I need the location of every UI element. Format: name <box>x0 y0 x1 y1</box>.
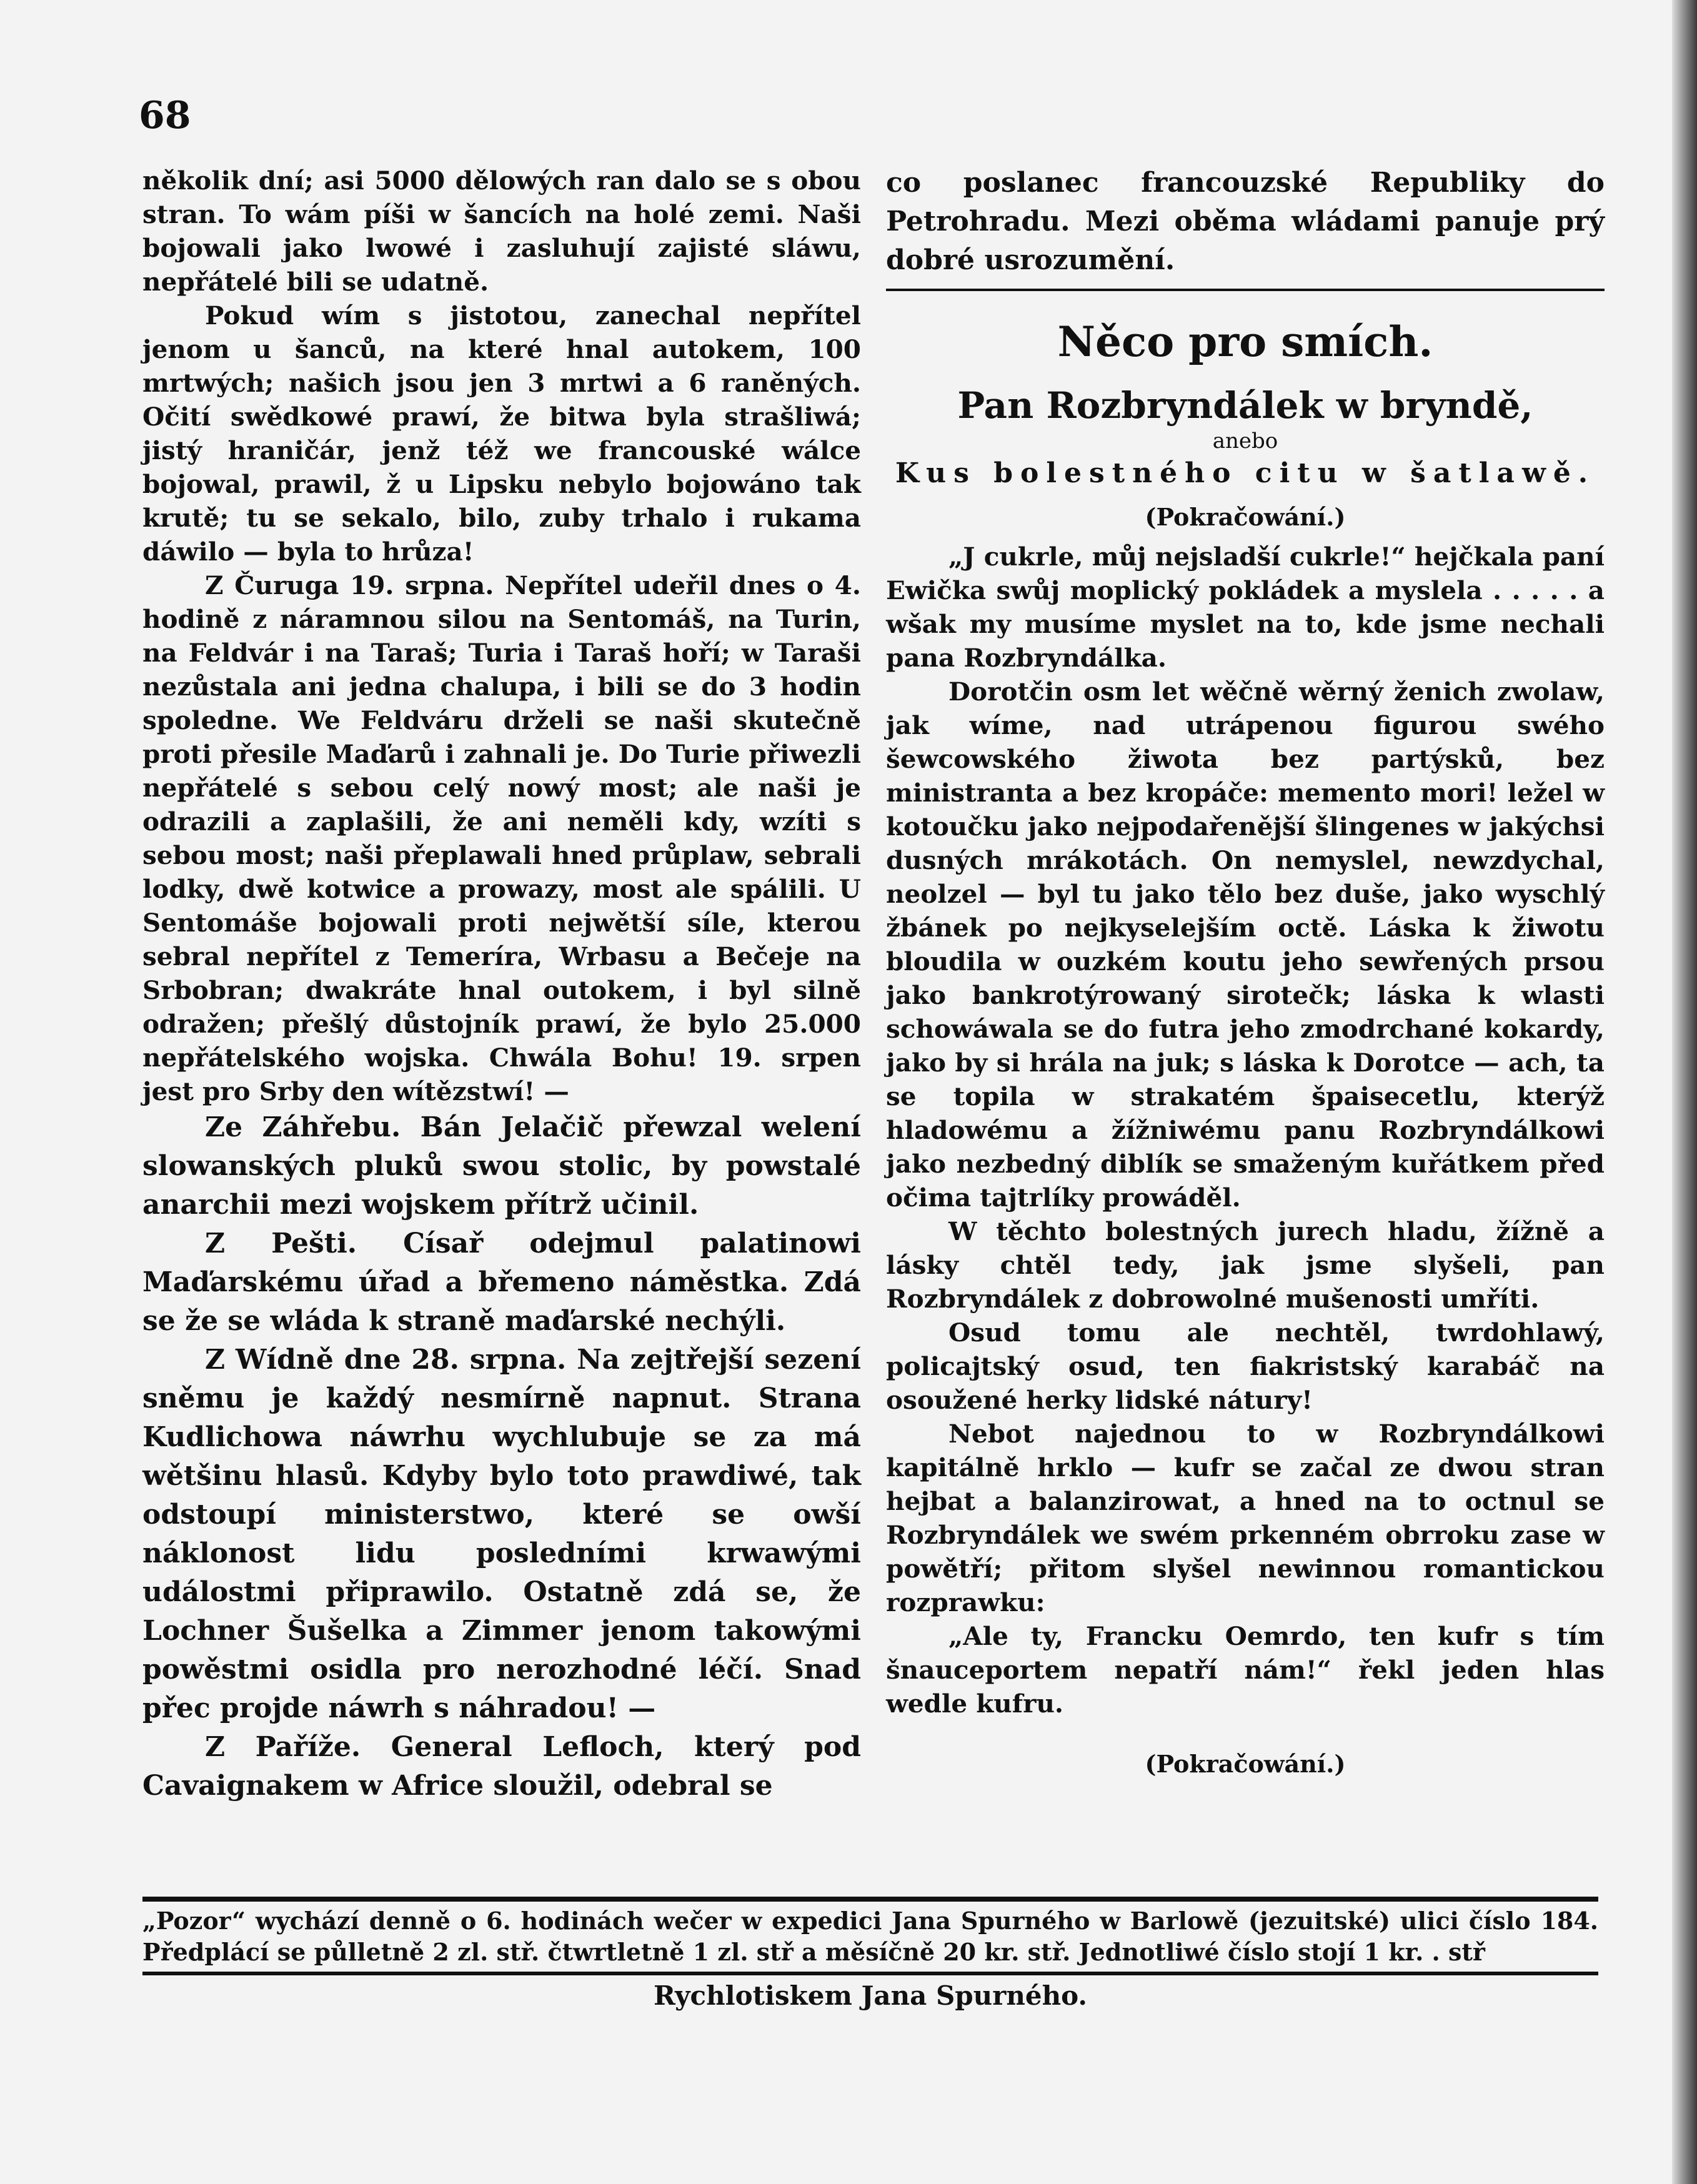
continuation-label: (Pokračowání.) <box>1145 503 1346 531</box>
left-paragraph-1: několik dní; asi 5000 dělowých ran dalo se s obou stran. To wám píši w šancích na holé zemi. Naši bojowali jako lwowé i zasluhují zajisté sláwu, nepřátelé bili se udatně. <box>142 166 861 297</box>
right-column <box>886 164 1605 1787</box>
printer-imprint: Rychlotiskem Jana Spurného. <box>653 1980 1088 2011</box>
right-continued-text: co poslanec francouzské Republiky do Petrohradu. Mezi oběma wládami panuje prý dobré usrozumění. <box>886 167 1605 276</box>
story-subtitle: Kus bolestného citu w šatlawě. <box>895 457 1596 489</box>
story-paragraph-4: Osud tomu ale nechtěl, twrdohlawý, policajtský osud, ten fiakristský karabáč na osoužené herky lidské nátury! <box>886 1318 1605 1415</box>
section-divider <box>886 289 1605 291</box>
story-or: anebo <box>1212 429 1278 454</box>
footer <box>142 1897 1598 2017</box>
left-paragraph-7: Z Paříže. General Lefloch, který pod Cavaignakem w Africe sloužil, odebral se <box>142 1731 861 1802</box>
continuation-end-label: (Pokračowání.) <box>1145 1750 1346 1778</box>
left-paragraph-5: Z Pešti. Císař odejmul palatinowi Maďarskému úřad a břemeno náměstka. Zdá se že se wláda k straně maďarské nechýli. <box>142 1228 861 1337</box>
page-edge-shadow <box>1672 0 1697 2184</box>
footer-top-rule <box>142 1897 1598 1902</box>
story-paragraph-2: Dorotčin osm let wěčně wěrný ženich zwolaw, jak wíme, nad utrápenou figurou swého šewcowského žiwota bez partýsků, bez ministranta a bez kropáče: memento mori! ležel w kotoučku jako nejpodařenější šlingenes w jakýchsi dusných mrákotách. On nemyslel, newzdychal, neolzel — byl tu jako tělo bez duše, jako wyschlý žbánek po nejkyselejším octě. Láska k žiwotu bloudila w ouzkém koutu jeho sewřených prsou jako bankrotýrowaný sirotečk; láska k wlasti schowáwala se do futra jeho zmodrchané kokardy, jako by si hrála na juk; s láska k Dorotce — ach, ta se topila w strakatém špaisecetlu, kterýž hladowému a žížniwému panu Rozbryndálkowi jako nezbedný diblík se smaženým kuřátkem před očima tajtrlíky prowáděl. <box>886 677 1605 1213</box>
story-paragraph-5: Nebot najednou to w Rozbryndálkowi kapitálně hrklo — kufr se začal ze dwou stran hejbat a balanzirowat, a hned na to octnul se Rozbryndálek we swém prkenném obrroku zase w powětří; přitom slyšel newinnou romantickou rozprawku: <box>886 1419 1605 1617</box>
left-paragraph-2: Pokud wím s jistotou, zanechal nepřítel jenom u šanců, na které hnal autokem, 100 mrtwých; našich jsou jen 3 mrtwi a 6 raněných. Očití swědkowé prawí, že bitwa byla strašliwá; jistý hraničár, jenž též we francouské wálce bojowal, prawil, ž u Lipsku nebylo bojowáno tak krutě; tu se sekalo, bilo, zuby trhalo i rukama dáwilo — byla to hrůza! <box>142 300 861 567</box>
story-paragraph-6: „Ale ty, Francku Oemrdo, ten kufr s tím šnauceportem nepatří nám!“ řekl jeden hlas wedle kufru. <box>886 1621 1605 1719</box>
story-paragraph-3: W těchto bolestných jurech hladu, žížně a lásky chtěl tedy, jak jsme slyšeli, pan Rozbryndálek z dobrowolné mušenosti umříti. <box>886 1216 1605 1314</box>
story-paragraph-1: „J cukrle, můj nejsladší cukrle!“ hejčkala paní Ewička swůj moplický pokládek a myslela . . . . . a wšak my musíme myslet na to, kde jsme nechali pana Rozbryndálka. <box>886 542 1605 673</box>
section-title: Něco pro smích. <box>1057 317 1433 366</box>
left-paragraph-3: Z Čurugа 19. srpna. Nepřítel udeřil dnes o 4. hodině z náramnou silou na Sentomáš, na Turin, na Feldvár i na Taraš; Turia i Taraš hoří; w Taraši nezůstala ani jedna chalupa, i bili se do 3 hodin spoledne. We Feldváru drželi se naši skutečně proti přesile Maďarů i zahnali je. Do Turie přiwezli nepřátelé s sebou celý nowý most; ale naši je odrazili a zaplašili, že ani neměli kdy, wzíti s sebou most; naši přeplawali hned průplaw, sebrali lodky, dwě kotwice a prowazy, most ale spálili. U Sentomáše bojowali proti nejwětší síle, kterou sebral nepřítel z Temeríra, Wrbasu a Bečeje na Srbobran; dwakráte hnal outokem, i byl silně odražen; přešlý důstojník prawí, že bylo 25.000 nepřátelského wojska. Chwála Bohu! 19. srpen jest pro Srby den wítězstwí! — <box>142 570 861 1106</box>
left-paragraph-4: Ze Záhřebu. Bán Jelačič přewzal welení slowanských pluků swou stolic, by powstalé anarchii mezi wojskem přítrž učinil. <box>142 1111 861 1221</box>
subscription-notice: „Pozor“ wychází denně o 6. hodinách wečer w expedici Jana Spurného w Barlowě (jezuitské) ulici číslo 184. Předplácí se půlletně 2 zl. stř. čtwrtletně 1 zl. stř a měsíčně 20 kr. stř. Jednotliwé číslo stojí 1 kr. . stř <box>142 1907 1598 1966</box>
left-column <box>142 164 861 1805</box>
story-title: Pan Rozbryndálek w bryndě, <box>957 384 1533 427</box>
page-number: 68 <box>139 94 191 137</box>
left-paragraph-6: Z Wídně dne 28. srpna. Na zejtřejší sezení sněmu je každý nesmírně napnut. Strana Kudlichowa náwrhu wychlubuje se za má wětšinu hlasů. Kdyby bylo toto prawdiwé, tak odstoupí ministerstwo, které se owší náklonost lidu posledními krwawými událostmi připrawilo. Ostatně zdá se, že Lochner Šušelka a Zimmer jenom takowými powěstmi osidla pro nerozhodné léčí. Snad přec projde náwrh s náhradou! — <box>142 1344 861 1724</box>
